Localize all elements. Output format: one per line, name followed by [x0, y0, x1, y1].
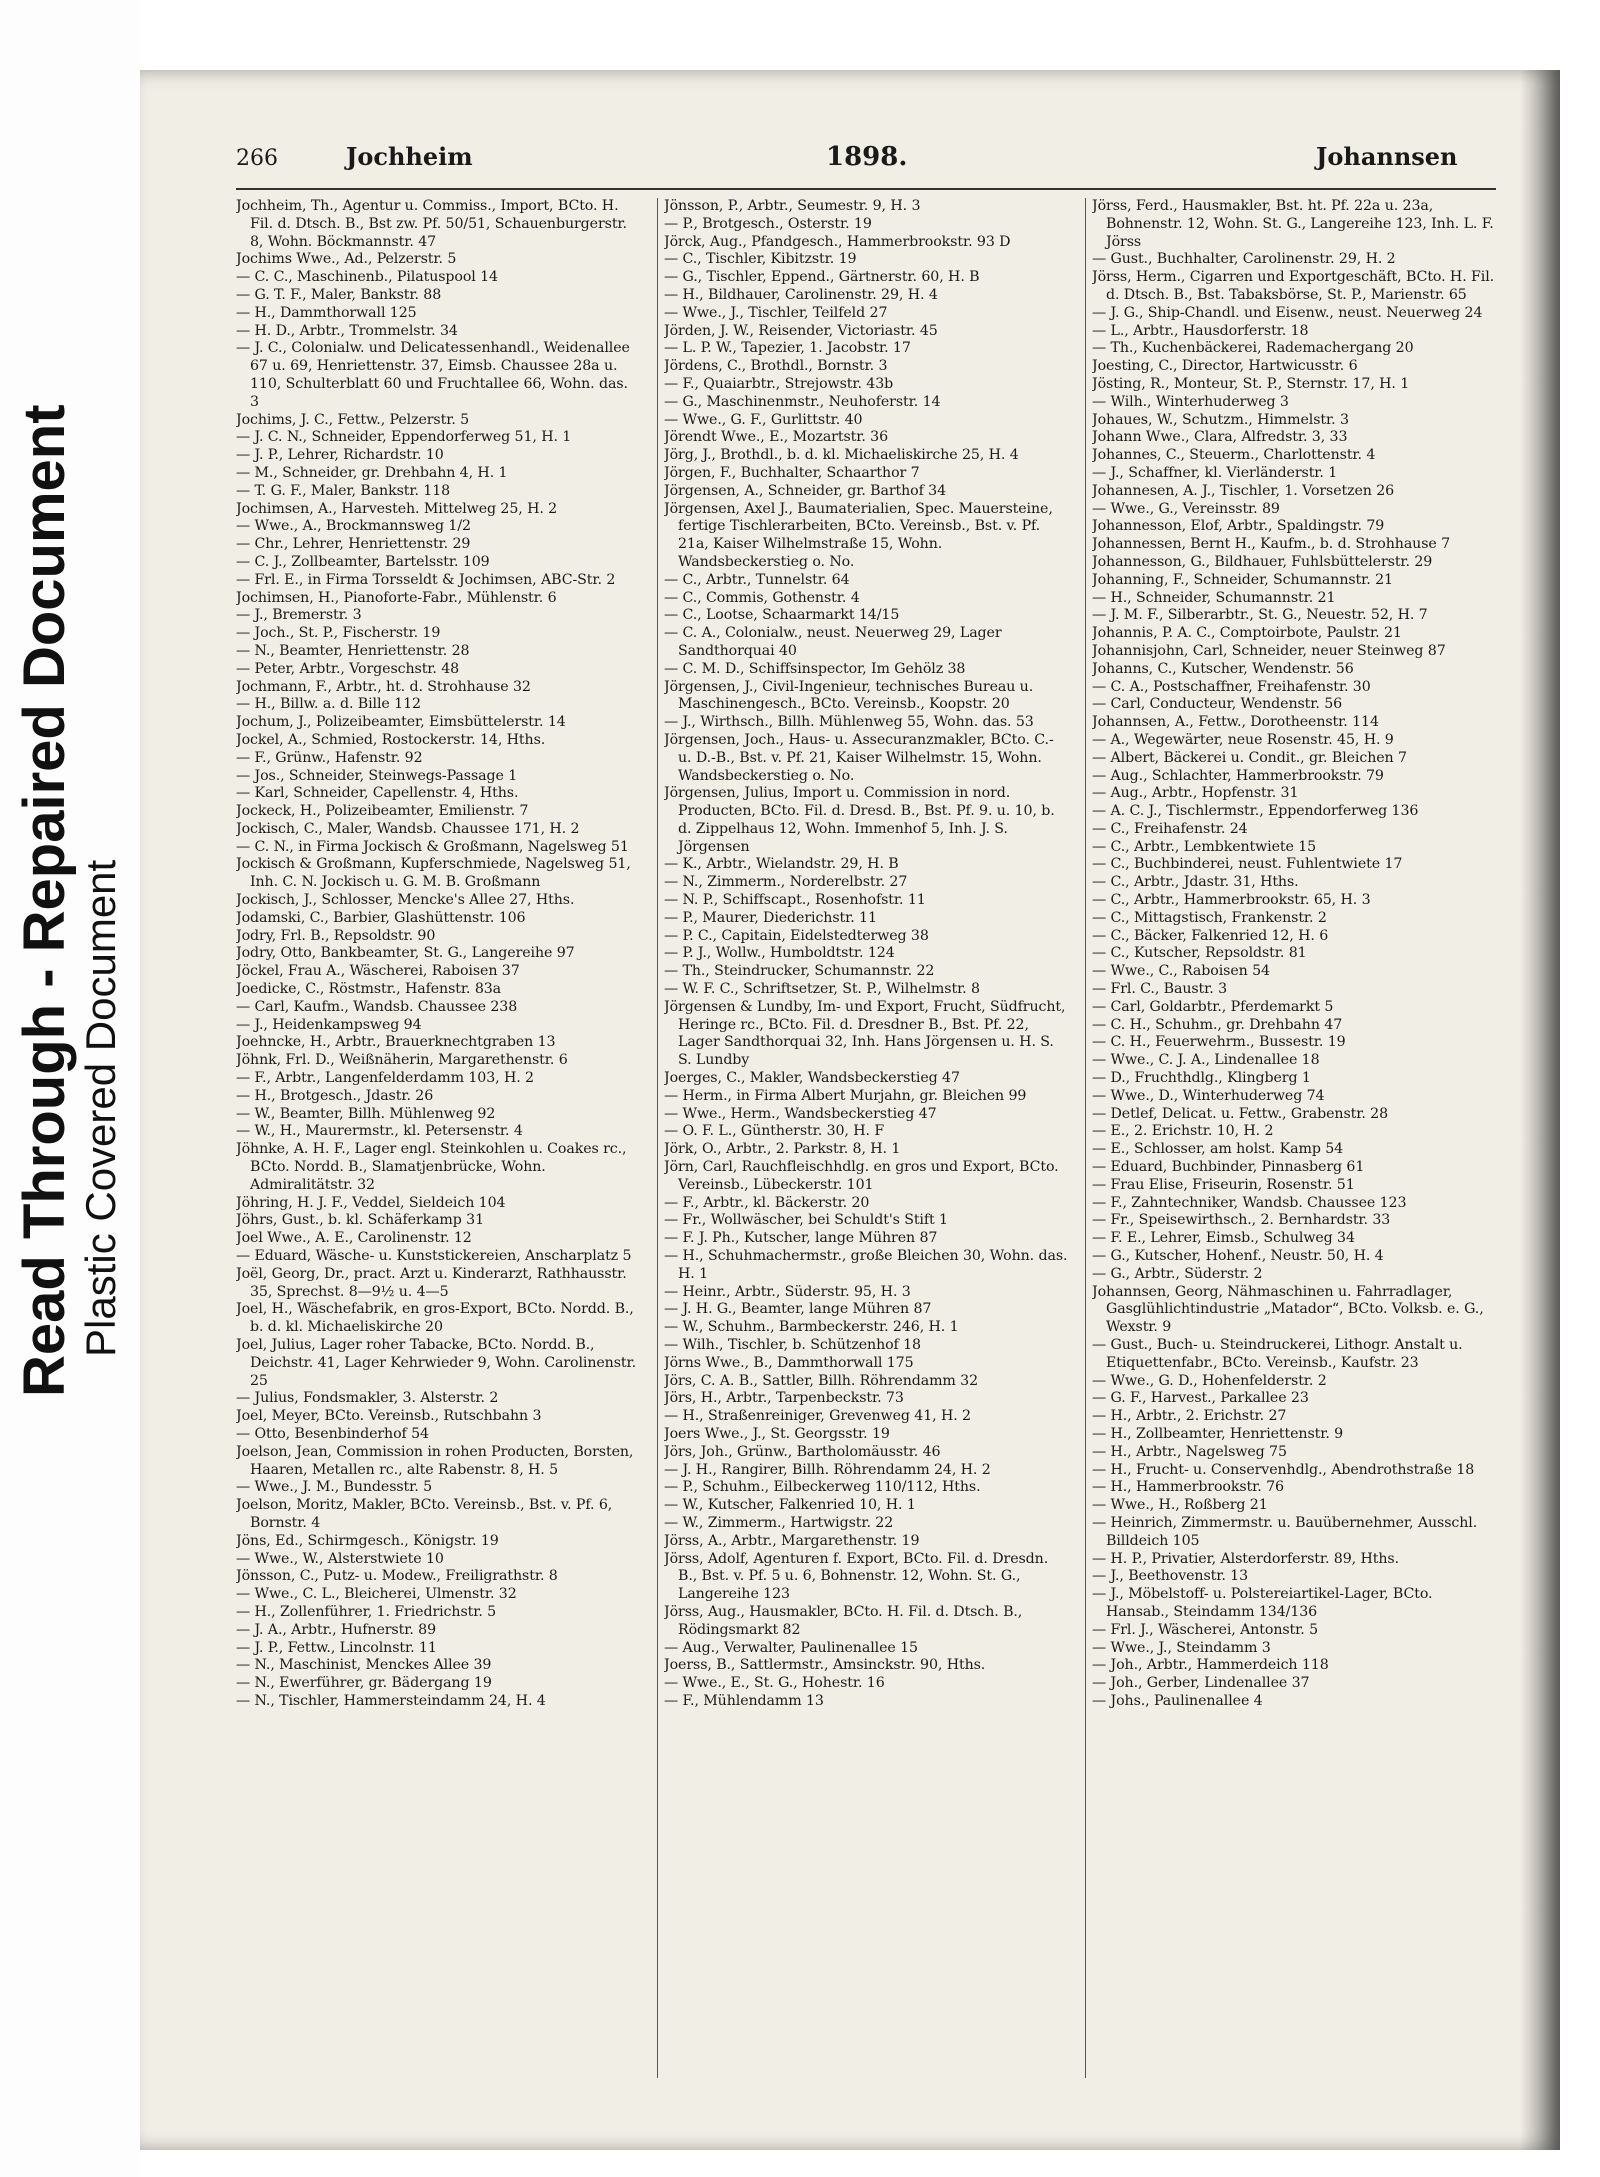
- directory-entry: — Carl, Goldarbtr., Pferdemarkt 5: [1092, 998, 1334, 1015]
- directory-entry: Jockisch, J., Schlosser, Mencke's Allee 27, Hths.: [236, 892, 575, 909]
- directory-entry: Jöhring, H. J. F., Veddel, Sieldeich 104: [236, 1194, 506, 1211]
- directory-entry: — G., Kutscher, Hohenf., Neustr. 50, H. 4: [1092, 1248, 1384, 1265]
- directory-entry: — N., Beamter, Henriettenstr. 28: [236, 642, 470, 659]
- directory-entry: Jochims Wwe., Ad., Pelzerstr. 5: [236, 251, 457, 268]
- directory-entry: Jochmann, F., Arbtr., ht. d. Strohhause 32: [236, 678, 531, 695]
- right-running-title: Johannsen: [1316, 142, 1458, 171]
- left-running-title: Jochheim: [346, 142, 473, 171]
- directory-entry: Jörden, J. W., Reisender, Victoriastr. 45: [664, 322, 938, 339]
- directory-entry: — C., Mittagstisch, Frankenstr. 2: [1092, 909, 1327, 926]
- directory-entry: Jörss, Ferd., Hausmakler, Bst. ht. Pf. 22a u. 23a, Bohnenstr. 12, Wohn. St. G., Langereihe 123, Inh. L. F. Jörss: [1092, 198, 1494, 250]
- directory-entry: — P. C., Capitain, Eidelstedterweg 38: [664, 927, 929, 944]
- directory-entry: — Wwe., Herm., Wandsbeckerstieg 47: [664, 1105, 937, 1122]
- directory-entry: — C. M. D., Schiffsinspector, Im Gehölz 38: [664, 660, 966, 677]
- directory-entry: Jörgensen, Axel J., Baumaterialien, Spec. Mauersteine, fertige Tischlerarbeiten, BCto. Vereinsb., Bst. v. Pf. 21a, Kaiser Wilhelmstraße 15, Wohn. Wandsbeckerstieg o. No.: [664, 500, 1053, 570]
- directory-entry: — Frl. J., Wäscherei, Antonstr. 5: [1092, 1621, 1319, 1638]
- directory-entry: Jörgensen, A., Schneider, gr. Barthof 34: [664, 482, 947, 499]
- directory-entry: — O. F. L., Güntherstr. 30, H. F: [664, 1123, 885, 1140]
- directory-entry: Jörgensen, Joch., Haus- u. Assecuranzmakler, BCto. C.- u. D.-B., Bst. v. Pf. 21, Kaiser Wilhelmstr. 15, Wohn. Wandsbeckerstieg o. No.: [664, 731, 1054, 784]
- directory-entry: Johannsen, A., Fettw., Dorotheenstr. 114: [1092, 714, 1379, 731]
- directory-entry: — C., Arbtr., Tunnelstr. 64: [664, 571, 850, 588]
- directory-entry: — P. J., Wollw., Humboldtstr. 124: [664, 945, 895, 962]
- margin-line-repaired: Read Through - Repaired Document: [12, 404, 77, 1397]
- directory-entry: — W., Beamter, Billh. Mühlenweg 92: [236, 1105, 496, 1122]
- directory-entry: — Otto, Besenbinderhof 54: [236, 1425, 429, 1442]
- directory-entry: Jöhnke, A. H. F., Lager engl. Steinkohlen u. Coakes rc., BCto. Nordd. B., Slamatjenbrücke, Wohn. Admiralitätstr. 32: [236, 1141, 627, 1193]
- directory-entry: — Wilh., Tischler, b. Schützenhof 18: [664, 1337, 921, 1353]
- directory-entry: — N., Ewerführer, gr. Bädergang 19: [236, 1675, 492, 1692]
- directory-entry: Jodry, Frl. B., Repsoldstr. 90: [236, 927, 436, 944]
- directory-entry: — H., Bildhauer, Carolinenstr. 29, H. 4: [664, 286, 938, 303]
- directory-entry: Joelson, Moritz, Makler, BCto. Vereinsb., Bst. v. Pf. 6, Bornstr. 4: [236, 1497, 613, 1531]
- directory-entry: — H., Zollbeamter, Henriettenstr. 9: [1092, 1425, 1344, 1442]
- directory-entry: Joel, H., Wäschefabrik, en gros-Export, BCto. Nordd. B., b. d. kl. Michaeliskirche 20: [236, 1301, 634, 1336]
- directory-entry: — C., Buchbinderei, neust. Fuhlentwiete 17: [1092, 856, 1403, 873]
- directory-entry: Jösting, R., Monteur, St. P., Sternstr. 17, H. 1: [1092, 375, 1410, 392]
- directory-entry: Jörs, Joh., Grünw., Bartholomäusstr. 46: [664, 1443, 941, 1460]
- directory-entry: — Chr., Lehrer, Henriettenstr. 29: [236, 536, 471, 553]
- directory-entry: — Wwe., D., Winterhuderweg 74: [1092, 1087, 1325, 1104]
- directory-entry: — C. J., Zollbeamter, Bartelsstr. 109: [236, 553, 490, 570]
- directory-entry: — J. H., Rangirer, Billh. Röhrendamm 24, H. 2: [664, 1461, 991, 1478]
- directory-entry: — P., Schuhm., Eilbeckerweg 110/112, Hths.: [664, 1479, 981, 1496]
- directory-entry: — G. T. F., Maler, Bankstr. 88: [236, 286, 442, 303]
- directory-entry: — G. F., Harvest., Parkallee 23: [1092, 1390, 1309, 1407]
- directory-entry: Jockeck, H., Polizeibeamter, Emilienstr. 7: [236, 803, 529, 820]
- directory-entry: — J., Beethovenstr. 13: [1092, 1568, 1249, 1585]
- directory-entry: — C., Arbtr., Hammerbrookstr. 65, H. 3: [1092, 892, 1371, 909]
- directory-entry: Johannessen, Bernt H., Kaufm., b. d. Strohhause 7: [1092, 536, 1451, 553]
- directory-entry: Jöns, Ed., Schirmgesch., Königstr. 19: [236, 1532, 499, 1549]
- directory-entry: — Eduard, Wäsche- u. Kunststickereien, Anscharplatz 5: [236, 1248, 632, 1265]
- directory-entry: — P., Maurer, Diederichstr. 11: [664, 909, 877, 926]
- directory-entry: — Th., Kuchenbäckerei, Rademachergang 20: [1092, 340, 1414, 357]
- directory-entry: — Gust., Buch- u. Steindruckerei, Lithogr. Anstalt u. Etiquettenfabr., BCto. Vereinsb., Kaufstr. 23: [1092, 1337, 1463, 1371]
- directory-entry: — H. D., Arbtr., Trommelstr. 34: [236, 322, 458, 339]
- directory-entry: — J. P., Fettw., Lincolnstr. 11: [236, 1639, 437, 1656]
- directory-entry: — Wwe., G., Vereinsstr. 89: [1092, 500, 1280, 517]
- directory-entry: — J., Bremerstr. 3: [236, 607, 362, 624]
- directory-entry: — N., Zimmerm., Norderelbstr. 27: [664, 874, 908, 891]
- column-3: [1092, 198, 1496, 2098]
- directory-entry: — Wwe., A., Brockmannsweg 1/2: [236, 518, 471, 535]
- directory-entry: Jörendt Wwe., E., Mozartstr. 36: [664, 429, 889, 446]
- directory-entry: — C., Arbtr., Lembkentwiete 15: [1092, 838, 1317, 855]
- directory-entry: — A., Wegewärter, neue Rosenstr. 45, H. 9: [1092, 731, 1394, 748]
- directory-entry: Jockisch, C., Maler, Wandsb. Chaussee 171, H. 2: [236, 820, 580, 837]
- directory-entry: — F., Arbtr., kl. Bäckerstr. 20: [664, 1194, 870, 1211]
- directory-entry: Jodry, Otto, Bankbeamter, St. G., Langereihe 97: [236, 945, 575, 962]
- directory-entry: Johannesson, G., Bildhauer, Fuhlsbüttelerstr. 29: [1092, 553, 1433, 570]
- directory-entry: Joerges, C., Makler, Wandsbeckerstieg 47: [664, 1070, 960, 1087]
- directory-entry: — Joch., St. P., Fischerstr. 19: [236, 625, 441, 642]
- directory-entry: — Wwe., J., Steindamm 3: [1092, 1639, 1271, 1656]
- directory-entry: Jörgen, F., Buchhalter, Schaarthor 7: [664, 464, 920, 481]
- directory-entry: — J. A., Arbtr., Hufnerstr. 89: [236, 1621, 436, 1638]
- page-number: 266: [236, 146, 278, 171]
- directory-entry: Jochimsen, H., Pianoforte-Fabr., Mühlenstr. 6: [236, 589, 557, 606]
- directory-entry: — Wilh., Winterhuderweg 3: [1092, 393, 1289, 410]
- directory-entry: — G., Arbtr., Süderstr. 2: [1092, 1265, 1263, 1282]
- directory-entry: — C. A., Postschaffner, Freihafenstr. 30: [1092, 678, 1371, 695]
- directory-entry: Jönsson, C., Putz- u. Modew., Freiligrathstr. 8: [236, 1568, 558, 1585]
- directory-entry: Jörss, Herm., Cigarren und Exportgeschäft, BCto. H. Fil. d. Dtsch. B., Bst. Tabaksbörse, St. P., Marienstr. 65: [1092, 269, 1495, 303]
- directory-entry: — Wwe., E., St. G., Hohestr. 16: [664, 1675, 885, 1692]
- directory-entry: Joerss, B., Sattlermstr., Amsinckstr. 90, Hths.: [664, 1657, 986, 1674]
- directory-entry: — Wwe., G. D., Hohenfelderstr. 2: [1092, 1372, 1327, 1389]
- directory-entry: — W. F. C., Schriftsetzer, St. P., Wilhelmstr. 8: [664, 981, 980, 998]
- directory-entry: Jörgensen & Lundby, Im- und Export, Frucht, Südfrucht, Heringe rc., BCto. Fil. d. Dresdner B., Bst. Pf. 22, Lager Sandthorquai 32, Inh. Hans Jörgensen u. H. S. S. Lundby: [664, 998, 1066, 1069]
- directory-entry: — H., Arbtr., Nagelsweg 75: [1092, 1443, 1287, 1460]
- directory-entry: Jöhrs, Gust., b. kl. Schäferkamp 31: [236, 1212, 485, 1229]
- directory-entry: — Aug., Verwalter, Paulinenallee 15: [664, 1639, 918, 1656]
- directory-entry: — Wwe., C. J. A., Lindenallee 18: [1092, 1052, 1320, 1069]
- directory-entry: Joedicke, C., Röstmstr., Hafenstr. 83a: [236, 981, 502, 998]
- directory-entry: — C. A., Colonialw., neust. Neuerweg 29, Lager Sandthorquai 40: [664, 625, 1002, 659]
- directory-entry: Joel Wwe., A. E., Carolinenstr. 12: [236, 1230, 472, 1247]
- directory-entry: — Johs., Paulinenallee 4: [1092, 1692, 1263, 1709]
- directory-entry: — Aug., Arbtr., Hopfenstr. 31: [1092, 785, 1299, 802]
- directory-entry: Jörss, Aug., Hausmakler, BCto. H. Fil. d. Dtsch. B., Rödingsmarkt 82: [664, 1603, 1023, 1638]
- directory-entry: — F. J. Ph., Kutscher, lange Mühren 87: [664, 1230, 938, 1247]
- directory-entry: — P., Brotgesch., Osterstr. 19: [664, 215, 872, 232]
- directory-entry: — C., Lootse, Schaarmarkt 14/15: [664, 607, 900, 624]
- directory-entry: Johanns, C., Kutscher, Wendenstr. 56: [1092, 660, 1354, 677]
- directory-entry: — Heinrich, Zimmermstr. u. Bauübernehmer, Ausschl. Billdeich 105: [1092, 1514, 1478, 1549]
- directory-entry: — T. G. F., Maler, Bankstr. 118: [236, 482, 451, 499]
- directory-entry: — J., Heidenkampsweg 94: [236, 1016, 422, 1033]
- directory-entry: — F., Mühlendamm 13: [664, 1692, 824, 1709]
- directory-entry: — F., Zahntechniker, Wandsb. Chaussee 123: [1092, 1194, 1407, 1211]
- directory-entry: — Frl. E., in Firma Torsseldt & Jochimsen, ABC-Str. 2: [236, 571, 616, 588]
- directory-entry: Jörss, Adolf, Agenturen f. Export, BCto. Fil. d. Dresdn. B., Bst. v. Pf. 5 u. 6, Bohnenstr. 12, Wohn. St. G., Langereihe 123: [664, 1550, 1049, 1603]
- page-edge-shadow: [1520, 70, 1560, 2150]
- directory-entry: — N., Tischler, Hammersteindamm 24, H. 4: [236, 1692, 546, 1709]
- directory-entry: — J. M. F., Silberarbtr., St. G., Neuestr. 52, H. 7: [1092, 607, 1428, 624]
- directory-entry: Jochimsen, A., Harvesteh. Mittelweg 25, H. 2: [236, 500, 558, 517]
- directory-entry: — Aug., Schlachter, Hammerbrookstr. 79: [1092, 767, 1384, 784]
- directory-entry: Jörns Wwe., B., Dammthorwall 175: [664, 1354, 914, 1371]
- directory-entry: — Wwe., C., Raboisen 54: [1092, 963, 1270, 980]
- directory-entry: — Heinr., Arbtr., Süderstr. 95, H. 3: [664, 1283, 911, 1300]
- directory-entry: — G., Maschinenmstr., Neuhoferstr. 14: [664, 393, 941, 410]
- directory-entry: — L., Arbtr., Hausdorferstr. 18: [1092, 322, 1309, 339]
- directory-entry: Jönsson, P., Arbtr., Seumestr. 9, H. 3: [664, 198, 921, 214]
- margin-line-plastic: Plastic Covered Document: [77, 859, 124, 1357]
- directory-entry: — C., Arbtr., Jdastr. 31, Hths.: [1092, 874, 1299, 891]
- directory-entry: — Joh., Arbtr., Hammerdeich 118: [1092, 1657, 1329, 1674]
- directory-entry: — W., Zimmerm., Hartwigstr. 22: [664, 1514, 894, 1531]
- directory-entry: — J., Möbelstoff- u. Polstereiartikel-Lager, BCto. Hansab., Steindamm 134/136: [1092, 1586, 1433, 1620]
- directory-entry: Jörg, J., Brothdl., b. d. kl. Michaeliskirche 25, H. 4: [664, 447, 1019, 464]
- directory-entry: — Herm., in Firma Albert Murjahn, gr. Bleichen 99: [664, 1087, 1027, 1104]
- directory-entry: — H. P., Privatier, Alsterdorferstr. 89, Hths.: [1092, 1550, 1399, 1567]
- directory-entry: — F., Quaiarbtr., Strejowstr. 43b: [664, 375, 894, 392]
- directory-entry: — Detlef, Delicat. u. Fettw., Grabenstr. 28: [1092, 1105, 1389, 1122]
- directory-entry: Johannis, P. A. C., Comptoirbote, Paulstr. 21: [1092, 625, 1402, 642]
- directory-entry: Jöhnk, Frl. D., Weißnäherin, Margarethenstr. 6: [236, 1052, 568, 1069]
- directory-entry: — J., Schaffner, kl. Vierländerstr. 1: [1092, 464, 1338, 481]
- directory-entry: — H., Schuhmachermstr., große Bleichen 30, Wohn. das. H. 1: [664, 1248, 1068, 1282]
- directory-entry: — C., Kutscher, Repsoldstr. 81: [1092, 945, 1307, 962]
- directory-entry: Jockel, A., Schmied, Rostockerstr. 14, Hths.: [236, 731, 546, 748]
- directory-entry: — Wwe., J. M., Bundesstr. 5: [236, 1479, 433, 1496]
- directory-entry: Jörck, Aug., Pfandgesch., Hammerbrookstr. 93 D: [664, 233, 1011, 250]
- scan-margin: [0, 0, 140, 2177]
- directory-entry: — J., Wirthsch., Billh. Mühlenweg 55, Wohn. das. 53: [664, 714, 1034, 731]
- directory-entry: — W., Schuhm., Barmbeckerstr. 246, H. 1: [664, 1319, 959, 1336]
- directory-entry: Jochheim, Th., Agentur u. Commiss., Import, BCto. H. Fil. d. Dtsch. B., Bst zw. Pf. 50/51, Schauenburgerstr. 8, Wohn. Böckmannstr. 47: [236, 198, 627, 250]
- directory-entry: Joel, Julius, Lager roher Tabacke, BCto. Nordd. B., Deichstr. 41, Lager Kehrwieder 9, Wohn. Carolinenstr. 25: [236, 1337, 637, 1389]
- directory-entry: — J. P., Lehrer, Richardstr. 10: [236, 447, 444, 464]
- directory-entry: — K., Arbtr., Wielandstr. 29, H. B: [664, 856, 899, 873]
- directory-entry: Johannes, C., Steuerm., Charlottenstr. 4: [1092, 447, 1376, 464]
- directory-entry: — D., Fruchthdlg., Klingberg 1: [1092, 1070, 1311, 1087]
- directory-entry: — J. H. G., Beamter, lange Mühren 87: [664, 1301, 932, 1318]
- directory-entry: Joers Wwe., J., St. Georgsstr. 19: [664, 1425, 890, 1442]
- directory-entry: Johannisjohn, Carl, Schneider, neuer Steinweg 87: [1092, 642, 1446, 659]
- directory-entry: — E., Schlosser, am holst. Kamp 54: [1092, 1141, 1344, 1158]
- directory-entry: — H., Brotgesch., Jdastr. 26: [236, 1087, 434, 1104]
- directory-entry: Johannsen, Georg, Nähmaschinen u. Fahrradlager, Gasglühlichtindustrie „Matador“, BCto. Volksb. e. G., Wexstr. 9: [1092, 1283, 1484, 1336]
- directory-entry: — G., Tischler, Eppend., Gärtnerstr. 60, H. B: [664, 269, 980, 286]
- directory-entry: — C. H., Schuhm., gr. Drehbahn 47: [1092, 1016, 1343, 1033]
- directory-entry: Johanning, F., Schneider, Schumannstr. 21: [1092, 571, 1393, 588]
- directory-entry: — F. E., Lehrer, Eimsb., Schulweg 34: [1092, 1230, 1355, 1247]
- directory-entry: — C., Freihafenstr. 24: [1092, 820, 1248, 837]
- directory-entry: — Joh., Gerber, Lindenallee 37: [1092, 1675, 1310, 1692]
- directory-entry: — Jos., Schneider, Steinwegs-Passage 1: [236, 767, 518, 784]
- directory-entry: — H., Straßenreiniger, Grevenweg 41, H. 2: [664, 1408, 971, 1425]
- directory-entry: Jördens, C., Brothdl., Bornstr. 3: [664, 358, 888, 375]
- directory-entry: — C. H., Feuerwehrm., Bussestr. 19: [1092, 1034, 1346, 1051]
- directory-entry: — H., Schneider, Schumannstr. 21: [1092, 589, 1336, 606]
- directory-entry: Jodamski, C., Barbier, Glashüttenstr. 106: [236, 909, 526, 926]
- directory-entry: — Wwe., C. L., Bleicherei, Ulmenstr. 32: [236, 1586, 517, 1603]
- directory-entry: — Wwe., W., Alsterstwiete 10: [236, 1550, 444, 1567]
- directory-page: [140, 70, 1560, 2150]
- directory-entry: — Karl, Schneider, Capellenstr. 4, Hths.: [236, 785, 519, 802]
- directory-entry: — H., Arbtr., 2. Erichstr. 27: [1092, 1408, 1287, 1425]
- directory-entry: — J. G., Ship-Chandl. und Eisenw., neust. Neuerweg 24: [1092, 304, 1483, 321]
- column-2: [664, 198, 1068, 2098]
- directory-entry: Jörs, H., Arbtr., Tarpenbeckstr. 73: [664, 1390, 904, 1407]
- directory-entry: Joel, Meyer, BCto. Vereinsb., Rutschbahn 3: [236, 1408, 542, 1425]
- directory-entry: — Carl, Conducteur, Wendenstr. 56: [1092, 696, 1343, 713]
- directory-entry: — H., Dammthorwall 125: [236, 304, 417, 321]
- directory-entry: — Carl, Kaufm., Wandsb. Chaussee 238: [236, 998, 518, 1015]
- directory-entry: — J. C., Colonialw. und Delicatessenhandl., Weidenallee 67 u. 69, Henriettenstr. 37, Eimsb. Chaussee 28a u. 110, Schulterblatt 60 und Fruchtallee 66, Wohn. das. 3: [236, 340, 630, 410]
- column-1: [236, 198, 640, 2098]
- directory-entry: — Fr., Speisewirthsch., 2. Bernhardstr. 33: [1092, 1212, 1391, 1229]
- directory-entry: Jörn, Carl, Rauchfleischhdlg. en gros und Export, BCto. Vereinsb., Lübeckerstr. 101: [664, 1159, 1059, 1193]
- directory-entry: — Fr., Wollwäscher, bei Schuldt's Stift 1: [664, 1212, 948, 1229]
- directory-entry: Johannesson, Elof, Arbtr., Spaldingstr. 79: [1092, 518, 1385, 535]
- directory-entry: — J. C. N., Schneider, Eppendorferweg 51, H. 1: [236, 429, 572, 446]
- directory-entry: — C., Tischler, Kibitzstr. 19: [664, 251, 857, 268]
- directory-entry: — N. P., Schiffscapt., Rosenhofstr. 11: [664, 892, 926, 909]
- directory-entry: — Eduard, Buchbinder, Pinnasberg 61: [1092, 1159, 1365, 1176]
- directory-entry: Jörk, O., Arbtr., 2. Parkstr. 8, H. 1: [664, 1141, 901, 1158]
- directory-entry: — H., Billw. a. d. Bille 112: [236, 696, 421, 713]
- directory-entry: — Frl. C., Baustr. 3: [1092, 981, 1228, 998]
- directory-entry: Johannesen, A. J., Tischler, 1. Vorsetzen 26: [1092, 482, 1395, 499]
- directory-entry: — F., Grünw., Hafenstr. 92: [236, 749, 423, 766]
- directory-entry: Jockisch & Großmann, Kupferschmiede, Nagelsweg 51, Inh. C. N. Jockisch u. G. M. B. Großmann: [236, 856, 631, 891]
- directory-entry: Jochum, J., Polizeibeamter, Eimsbüttelerstr. 14: [236, 714, 566, 731]
- directory-entry: Johaues, W., Schutzm., Himmelstr. 3: [1092, 411, 1349, 428]
- directory-entry: — Frau Elise, Friseurin, Rosenstr. 51: [1092, 1176, 1355, 1193]
- directory-entry: — Wwe., J., Tischler, Teilfeld 27: [664, 304, 888, 321]
- directory-entry: — Wwe., H., Roßberg 21: [1092, 1497, 1268, 1514]
- directory-entry: — H., Zollenführer, 1. Friedrichstr. 5: [236, 1603, 497, 1620]
- directory-entry: — Julius, Fondsmakler, 3. Alsterstr. 2: [236, 1390, 499, 1407]
- margin-label: [0, 0, 140, 2177]
- directory-entry: — F., Arbtr., Langenfelderdamm 103, H. 2: [236, 1070, 534, 1087]
- directory-entry: Joesting, C., Director, Hartwicusstr. 6: [1092, 358, 1358, 375]
- directory-entry: Johann Wwe., Clara, Alfredstr. 3, 33: [1092, 429, 1348, 446]
- directory-entry: Joël, Georg, Dr., pract. Arzt u. Kinderarzt, Rathhausstr. 35, Sprechst. 8—9½ u. 4—5: [236, 1265, 627, 1300]
- year-title: 1898.: [826, 142, 908, 172]
- directory-entry: — Th., Steindrucker, Schumannstr. 22: [664, 963, 935, 980]
- directory-entry: Joelson, Jean, Commission in rohen Producten, Borsten, Haaren, Metallen rc., alte Rabenstr. 8, H. 5: [236, 1443, 634, 1478]
- directory-entry: — E., 2. Erichstr. 10, H. 2: [1092, 1123, 1274, 1140]
- directory-entry: — C., Bäcker, Falkenried 12, H. 6: [1092, 927, 1329, 944]
- directory-entry: Jörgensen, J., Civil-Ingenieur, technisches Bureau u. Maschinengesch., BCto. Vereinsb., Koopstr. 20: [664, 678, 1034, 713]
- directory-entry: — C., Commis, Gothenstr. 4: [664, 589, 860, 606]
- page-header: [236, 142, 1516, 194]
- directory-entry: — H., Frucht- u. Conservenhdlg., Abendrothstraße 18: [1092, 1461, 1475, 1478]
- directory-columns: [236, 198, 1506, 2098]
- header-rule: [236, 188, 1496, 190]
- directory-entry: Jöckel, Frau A., Wäscherei, Raboisen 37: [236, 963, 520, 980]
- directory-entry: — A. C. J., Tischlermstr., Eppendorferweg 136: [1092, 803, 1419, 820]
- directory-entry: Jörgensen, Julius, Import u. Commission in nord. Producten, BCto. Fil. d. Dresd. B., Bst. Pf. 9. u. 10, b. d. Zippelhaus 12, Wohn. Immenhof 5, Inh. J. S. Jörgensen: [664, 785, 1055, 855]
- directory-entry: Joehncke, H., Arbtr., Brauerknechtgraben 13: [236, 1034, 556, 1051]
- directory-entry: — Gust., Buchhalter, Carolinenstr. 29, H. 2: [1092, 251, 1396, 268]
- directory-entry: — H., Hammerbrookstr. 76: [1092, 1479, 1284, 1496]
- directory-entry: — Peter, Arbtr., Vorgeschstr. 48: [236, 660, 460, 677]
- directory-entry: — C. C., Maschinenb., Pilatuspool 14: [236, 269, 498, 286]
- directory-entry: — N., Maschinist, Menckes Allee 39: [236, 1657, 492, 1674]
- directory-entry: — W., H., Maurermstr., kl. Petersenstr. 4: [236, 1123, 523, 1140]
- directory-entry: — M., Schneider, gr. Drehbahn 4, H. 1: [236, 464, 508, 481]
- directory-entry: — C. N., in Firma Jockisch & Großmann, Nagelsweg 51: [236, 838, 629, 855]
- directory-entry: — Albert, Bäckerei u. Condit., gr. Bleichen 7: [1092, 749, 1407, 766]
- directory-entry: — W., Kutscher, Falkenried 10, H. 1: [664, 1497, 916, 1514]
- directory-entry: Jörs, C. A. B., Sattler, Billh. Röhrendamm 32: [664, 1372, 979, 1389]
- directory-entry: — Wwe., G. F., Gurlittstr. 40: [664, 411, 863, 428]
- directory-entry: Jörss, A., Arbtr., Margarethenstr. 19: [664, 1532, 920, 1549]
- directory-entry: Jochims, J. C., Fettw., Pelzerstr. 5: [236, 411, 470, 428]
- directory-entry: — L. P. W., Tapezier, 1. Jacobstr. 17: [664, 340, 911, 357]
